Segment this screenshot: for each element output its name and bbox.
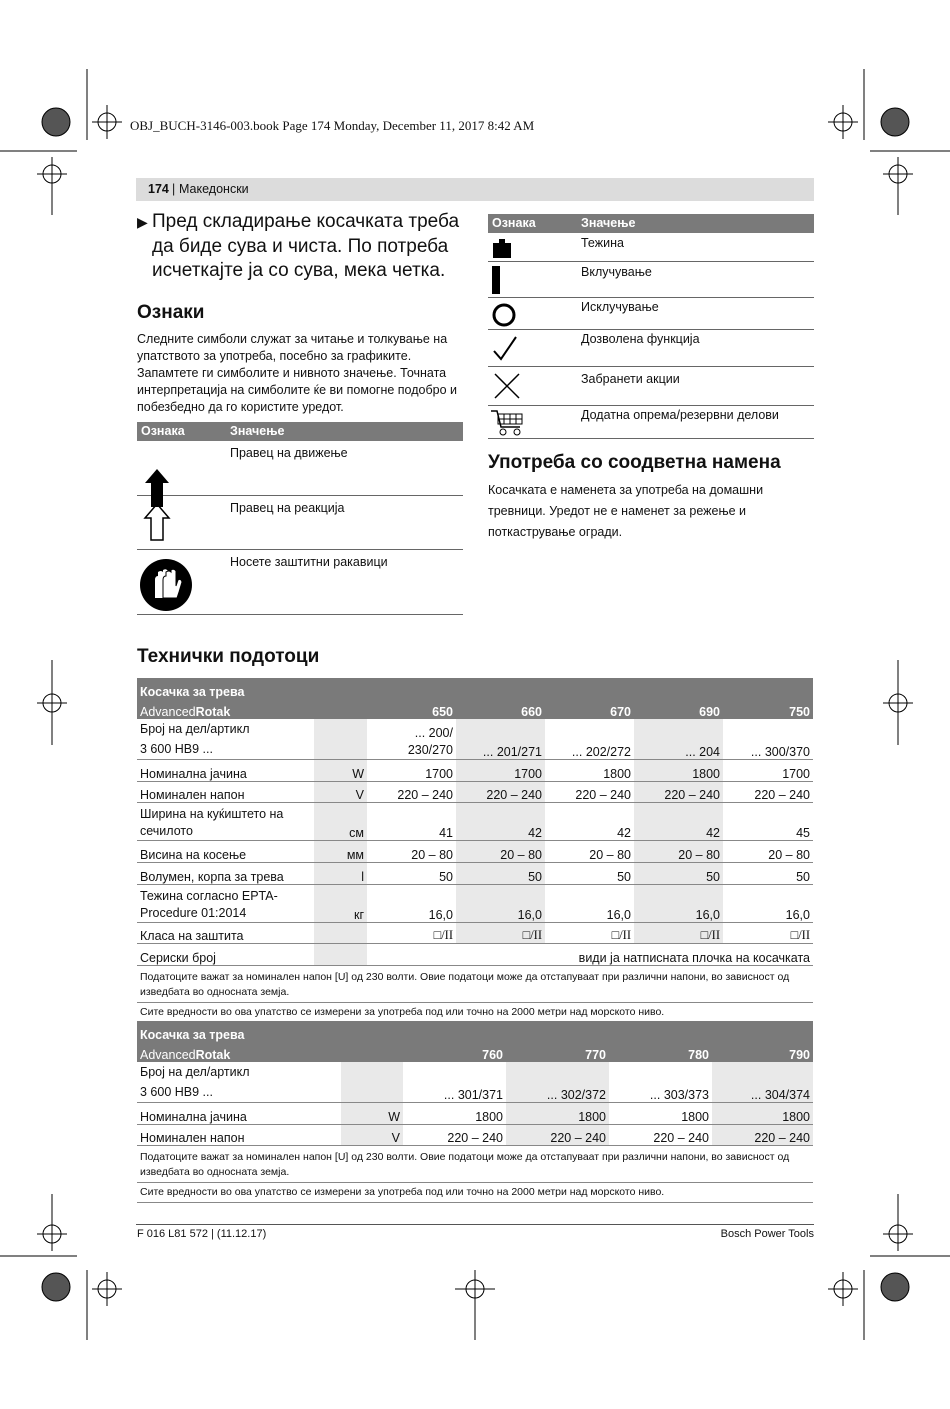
table-row [137, 1124, 813, 1146]
table-row [137, 841, 813, 863]
cell: ... 304/374 [712, 1062, 813, 1103]
col-meaning: Значење [230, 424, 285, 438]
cell: 220 – 240 [609, 1124, 712, 1146]
cell: 1800 [609, 1103, 712, 1125]
row-label: Сериски број [140, 950, 216, 965]
cell: ... 303/373 [609, 1062, 712, 1103]
row-meaning: Забранети акции [581, 372, 680, 386]
weight-icon [492, 239, 512, 259]
brand [137, 1042, 341, 1063]
table-row [488, 406, 814, 439]
row-label: Класа на заштита [137, 922, 314, 944]
model-750: 750 [723, 699, 813, 720]
page-number: 174 [148, 182, 169, 196]
product-row [137, 1021, 813, 1042]
row-label: Номинална јачина [137, 1103, 341, 1125]
table-row [137, 719, 813, 760]
table-row [137, 884, 813, 922]
cell: 42 [545, 803, 634, 841]
row-label: Номинален напон [137, 1124, 341, 1146]
shopping-cart-icon [490, 409, 526, 437]
note-altitude: Сите вредности во ова упатство се измерени за употреба под или точно на 2000 метри над морското ниво. [137, 1183, 813, 1203]
cell: 20 – 80 [456, 841, 545, 863]
model-780: 780 [609, 1042, 712, 1063]
unit: V [341, 1124, 403, 1146]
table-row [137, 496, 463, 550]
cell: ... 301/371 [403, 1062, 506, 1103]
protection-class-icon: □/II [634, 922, 723, 944]
note-voltage: Податоците важат за номинален напон [U] од 230 волти. Овие податоци може да отстапуваат при различни напони, во зависност од изведбата во односната земја. [137, 1146, 813, 1183]
table-row [137, 550, 463, 615]
cell: ... 302/372 [506, 1062, 609, 1103]
cell: 220 – 240 [403, 1124, 506, 1146]
table-row [488, 298, 814, 330]
row-label: Број на дел/артикл 3 600 HB9 ... [137, 719, 314, 760]
brand-light: Advanced [140, 1048, 196, 1063]
bullet-arrow-icon: ▶ [137, 214, 148, 230]
table-row [137, 1103, 813, 1125]
on-switch-icon [490, 266, 504, 296]
cell: 220 – 240 [506, 1124, 609, 1146]
table-row [137, 441, 463, 496]
cell: 16,0 [367, 884, 456, 922]
brand-light: Advanced [140, 705, 196, 720]
cell: 16,0 [545, 884, 634, 922]
oznaki-title: Ознаки [137, 302, 205, 323]
cell: 41 [367, 803, 456, 841]
footer-rule [136, 1224, 814, 1225]
table-row [488, 367, 814, 406]
table-header [488, 214, 814, 233]
col-symbol: Ознака [141, 424, 185, 438]
cell: 20 – 80 [545, 841, 634, 863]
cell: 16,0 [456, 884, 545, 922]
cell: 50 [723, 862, 813, 884]
cell: 1800 [506, 1103, 609, 1125]
cell: 50 [634, 862, 723, 884]
model-790: 790 [712, 1042, 813, 1063]
brand-bold: Rotak [195, 1048, 231, 1063]
row-label: Номинален напон [137, 781, 314, 803]
bullet-text: Пред складирање косачката треба да биде сува и чиста. По потреба исчеткајте ја со сува, мека четка. [152, 211, 460, 281]
brand-bold: Rotak [195, 705, 231, 720]
cell: ... 200/ 230/270 [367, 719, 456, 760]
model-650: 650 [367, 699, 456, 720]
product-row [137, 678, 813, 699]
table-row [137, 922, 813, 944]
row-label: Номинална јачина [137, 760, 314, 782]
section-name: Македонски [179, 182, 249, 196]
brand [137, 699, 314, 720]
row-meaning: Носете заштитни ракавици [230, 555, 388, 569]
table-row [137, 781, 813, 803]
table-header [137, 422, 463, 441]
row-meaning: Тежина [581, 236, 624, 250]
table-row [137, 862, 813, 884]
model-660: 660 [456, 699, 545, 720]
unit: W [314, 760, 367, 782]
cell: 220 – 240 [712, 1124, 813, 1146]
col-meaning: Значење [581, 216, 636, 230]
unit: W [341, 1103, 403, 1125]
note-altitude: Сите вредности во ова упатство се измерени за употреба под или точно на 2000 метри над морското ниво. [137, 1003, 813, 1023]
outline-up-arrow-icon [141, 502, 171, 542]
product-name: Косачка за трева [137, 1021, 813, 1042]
cell: 1700 [367, 760, 456, 782]
cell: 220 – 240 [456, 781, 545, 803]
unit: l [314, 862, 367, 884]
check-icon [492, 335, 518, 363]
cell: 1700 [456, 760, 545, 782]
cell: 1800 [403, 1103, 506, 1125]
unit: см [314, 803, 367, 841]
serial-value: види ја натписната плочка на косачката [578, 950, 810, 965]
table-row [488, 262, 814, 298]
tech-title: Технички подотоци [137, 646, 320, 667]
table-row [488, 233, 814, 262]
row-label: Висина на косење [137, 841, 314, 863]
protection-class-icon: □/II [545, 922, 634, 944]
table-row [137, 944, 813, 966]
row-meaning: Додатна опрема/резервни делови [581, 408, 779, 422]
table-row [488, 330, 814, 367]
cell: 220 – 240 [367, 781, 456, 803]
cell: 220 – 240 [634, 781, 723, 803]
gloves-icon [139, 558, 193, 612]
note-voltage: Податоците важат за номинален напон [U] од 230 волти. Овие податоци може да отстапуваат при различни напони, во зависност од изведбата во односната земја. [137, 966, 813, 1003]
model-row [137, 699, 813, 720]
cross-icon [492, 371, 522, 401]
cell: 20 – 80 [367, 841, 456, 863]
col-symbol: Ознака [492, 216, 536, 230]
cell: 1800 [634, 760, 723, 782]
table-row [137, 803, 813, 841]
cell: 45 [723, 803, 813, 841]
cell: ... 202/272 [545, 719, 634, 760]
cell: 220 – 240 [723, 781, 813, 803]
cell: 20 – 80 [723, 841, 813, 863]
cell: 42 [634, 803, 723, 841]
row-meaning: Дозволена функција [581, 332, 700, 346]
unit: кг [314, 884, 367, 922]
row-label: Тежина согласно EPTA- Procedure 01:2014 [137, 884, 314, 922]
cell: 50 [456, 862, 545, 884]
model-690: 690 [634, 699, 723, 720]
model-760: 760 [403, 1042, 506, 1063]
cell: 50 [545, 862, 634, 884]
cell: ... 204 [634, 719, 723, 760]
table-row [137, 1062, 813, 1103]
row-meaning: Вклучување [581, 265, 652, 279]
cell: 220 – 240 [545, 781, 634, 803]
usage-text: Косачката е наменета за употреба на домашни тревници. Уредот не е наменет за режење и поткастрување огради. [488, 483, 764, 539]
cell: 1700 [723, 760, 813, 782]
protection-class-icon: □/II [723, 922, 813, 944]
model-row [137, 1042, 813, 1063]
table-row [137, 760, 813, 782]
symbol-table-right [488, 214, 814, 439]
footer-code: F 016 L81 572 | (11.12.17) [137, 1228, 267, 1240]
cell: 1800 [545, 760, 634, 782]
cell: 50 [367, 862, 456, 884]
off-circle-icon [490, 302, 518, 328]
tech-table-2 [137, 1021, 813, 1203]
row-label: Ширина на куќиштето на сечилото [137, 803, 314, 841]
cell: 16,0 [723, 884, 813, 922]
cell: 42 [456, 803, 545, 841]
protection-class-icon: □/II [367, 922, 456, 944]
cell: 16,0 [634, 884, 723, 922]
row-meaning: Правец на реакција [230, 501, 345, 515]
cell: 20 – 80 [634, 841, 723, 863]
unit: мм [314, 841, 367, 863]
unit: V [314, 781, 367, 803]
cell: 1800 [712, 1103, 813, 1125]
row-meaning: Правец на движење [230, 446, 348, 460]
cell: ... 201/271 [456, 719, 545, 760]
protection-class-icon: □/II [456, 922, 545, 944]
footer-brand: Bosch Power Tools [720, 1228, 814, 1240]
usage-title: Употреба со соодветна намена [488, 452, 781, 473]
book-info-line: OBJ_BUCH-3146-003.book Page 174 Monday, December 11, 2017 8:42 AM [130, 118, 535, 133]
cell: ... 300/370 [723, 719, 813, 760]
row-meaning: Исклучување [581, 300, 659, 314]
page-header-bar [136, 178, 814, 201]
product-name: Косачка за трева [137, 678, 813, 699]
tech-table-1 [137, 678, 813, 1023]
row-label: Број на дел/артикл 3 600 HB9 ... [137, 1062, 341, 1103]
header-separator: | [172, 182, 176, 196]
model-670: 670 [545, 699, 634, 720]
symbol-table-left [137, 422, 463, 615]
model-770: 770 [506, 1042, 609, 1063]
oznaki-intro: Следните симболи служат за читање и толкување на упатството за употреба, посебно за графиките. Запамтете ги симболите и нивното значење. Точната интерпретација на симболите ќе ви помогне подобро и побезбедно да го користите уредот. [137, 332, 458, 414]
row-label: Волумен, корпа за трева [137, 862, 314, 884]
